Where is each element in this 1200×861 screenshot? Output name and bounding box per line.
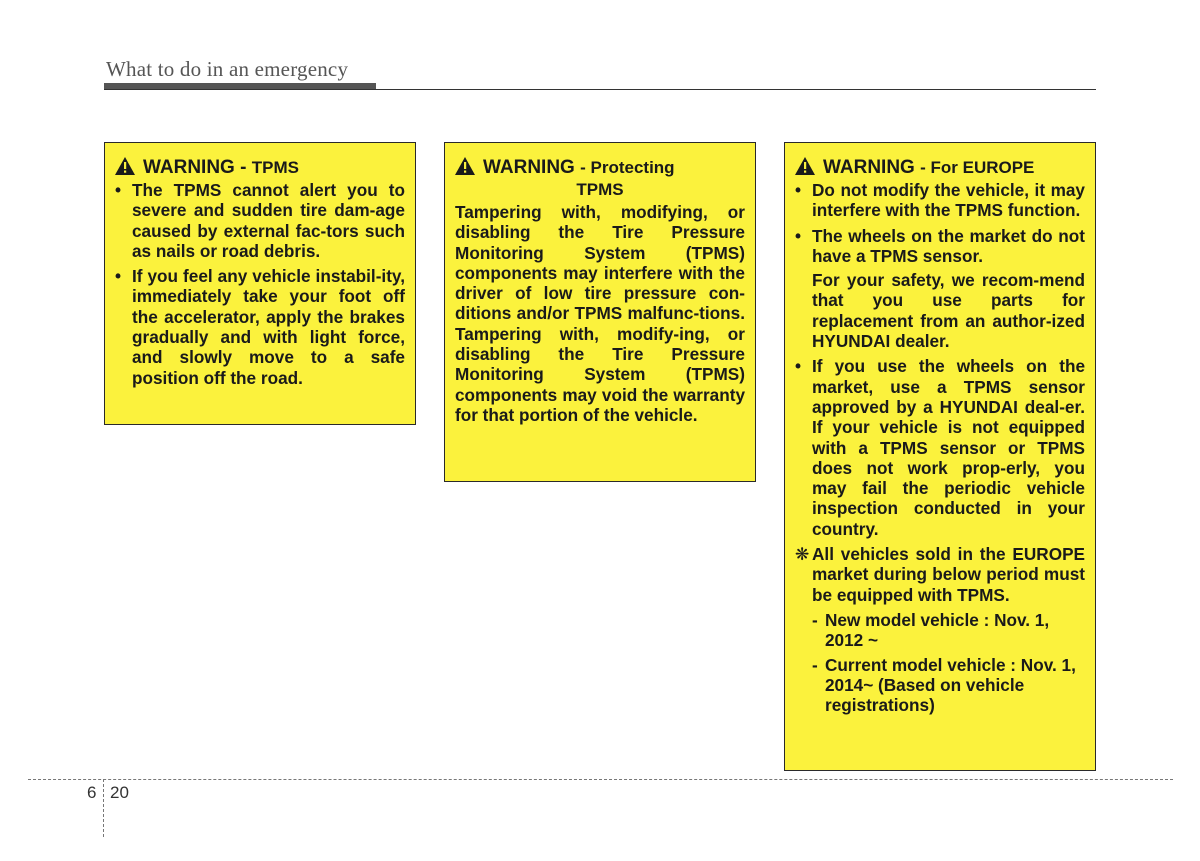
warning-box-europe [784,142,1096,771]
warning-subheading: - For EUROPE [920,158,1035,177]
note-paragraph: ❋ All vehicles sold in the EUROPE market during below period must be equipped with TPMS. [795,544,1085,605]
warning-bullet-list [795,180,1085,266]
warning-subheading: - Protecting [580,158,675,177]
warning-triangle-icon [795,157,815,175]
list-item: • Do not modify the vehicle, it may interfere with the TPMS function. [795,180,1085,221]
warning-heading: WARNING [823,157,915,178]
warning-triangle-icon [455,157,475,175]
list-item: • The wheels on the market do not have a TPMS sensor. [795,225,1085,266]
section-title: What to do in an emergency [106,57,349,81]
warning-body: Tampering with, modifying, or disabling the Tire Pressure Monitoring System (TPMS) components may interfere with the driver of low tire pressure con-ditions and/or TPMS malfunc-tions. Tampering with, modify-ing, or disabling the Tire Pressure Monitoring System (TPMS) components may void the warranty for that portion of the vehicle. [455,202,745,425]
dash-list-item: - Current model vehicle : Nov. 1, 2014~ (Based on vehicle registrations) [812,654,1076,716]
warning-box-tpms [104,142,416,425]
warning-bullet-list-2 [795,356,1085,539]
bullet-continuation: For your safety, we recom-mend that you use parts for replacement from an author-ized HYUNDAI dealer. [812,270,1085,352]
warning-subheading-line2: TPMS [576,180,624,199]
list-item: • If you feel any vehicle instabil-ity, immediately take your foot off the accelerator, apply the brakes gradually and with light force, and slowly move to a safe position off the road. [115,266,405,388]
warning-title [795,157,1085,179]
warning-heading: WARNING [483,157,575,178]
warning-title [115,157,405,179]
warning-box-protecting-tpms [444,142,756,482]
warning-title [455,157,745,201]
warning-bullet-list [115,180,405,388]
warning-heading: WARNING - [143,157,247,178]
footer-rule [28,779,1173,780]
list-item: • If you use the wheels on the market, use a TPMS sensor approved by a HYUNDAI deal-er. If your vehicle is not equipped with a TPMS sensor or TPMS does not work prop-erly, you may fail the periodic vehicle inspection conducted in your country. [795,356,1085,539]
warning-subheading: TPMS [251,158,299,177]
page-number: 20 [110,783,129,802]
footer-divider [103,779,104,837]
dash-list-item: - New model vehicle : Nov. 1, 2012 ~ [812,609,1050,651]
list-item: • The TPMS cannot alert you to severe and sudden tire dam-age caused by external fac-tors such as nails or road debris. [115,180,405,261]
warning-triangle-icon [115,157,135,175]
note-mark: ❋ [795,544,810,565]
header-rule [104,89,1096,90]
chapter-number: 6 [87,783,97,802]
